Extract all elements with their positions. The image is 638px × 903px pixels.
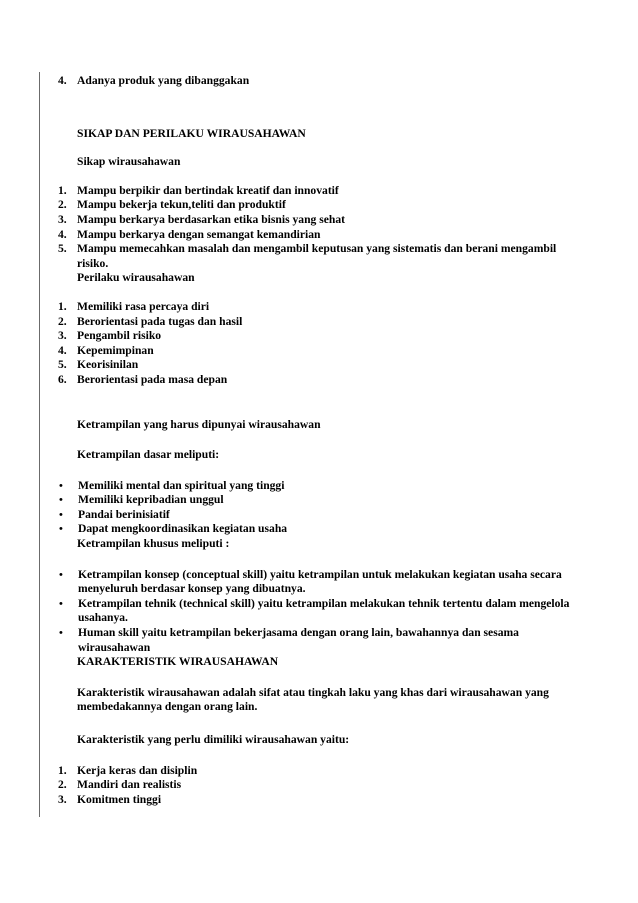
bullet-icon: •	[59, 494, 63, 507]
document-body	[58, 74, 578, 807]
list-number: 1.	[58, 763, 67, 777]
list-item	[58, 358, 578, 373]
bullet-text: Human skill yaitu ketrampilan bekerjasama dengan orang lain, bawahannya dan sesama wirausahawan	[78, 626, 519, 654]
section-title-sikap-perilaku: SIKAP DAN PERILAKU WIRAUSAHAWAN	[77, 126, 306, 140]
bullet-item	[58, 626, 578, 655]
list-number: 2.	[58, 778, 67, 792]
list-item	[58, 300, 578, 315]
bullet-text: Memiliki kepribadian unggul	[78, 493, 224, 507]
perilaku-list	[58, 300, 578, 388]
list-item	[58, 764, 578, 779]
list-text: Mampu berpikir dan bertindak kreatif dan innovatif	[77, 183, 339, 197]
sikap-list	[58, 184, 578, 272]
list-text: Adanya produk yang dibanggakan	[77, 74, 250, 87]
sikap-heading: Sikap wirausahawan	[77, 155, 181, 169]
list-number: 2.	[58, 314, 67, 328]
list-text: Memiliki rasa percaya diri	[77, 299, 210, 313]
list-number: 4.	[58, 227, 67, 241]
list-text: Kepemimpinan	[77, 343, 154, 357]
karakteristik-list	[58, 764, 578, 808]
bullet-icon: •	[59, 508, 63, 521]
ketrampilan-khusus-heading: Ketrampilan khusus meliputi :	[77, 537, 230, 551]
list-text: Berorientasi pada tugas dan hasil	[77, 314, 243, 328]
list-item	[58, 198, 578, 213]
list-text: Mampu bekerja tekun,teliti dan produktif	[77, 198, 286, 212]
bullet-text: Memiliki mental dan spiritual yang tinggi	[78, 478, 285, 492]
list-text: Kerja keras dan disiplin	[77, 763, 198, 777]
bullet-item	[58, 597, 578, 626]
list-number: 5.	[58, 242, 67, 256]
bullet-icon: •	[59, 523, 63, 536]
bullet-item	[58, 568, 578, 597]
list-number: 1.	[58, 183, 67, 197]
list-item	[58, 184, 578, 199]
list-text: Mampu berkarya berdasarkan etika bisnis yang sehat	[77, 212, 345, 226]
bullet-icon: •	[59, 568, 63, 581]
bullet-icon: •	[59, 597, 63, 610]
list-item	[58, 74, 578, 89]
bullet-text: Dapat mengkoordinasikan kegiatan usaha	[78, 522, 288, 536]
list-item	[58, 315, 578, 330]
list-text: Keorisinilan	[77, 358, 139, 372]
list-text: Berorientasi pada masa depan	[77, 372, 228, 386]
bullet-text: Ketrampilan konsep (conceptual skill) yaitu ketrampilan untuk melakukan kegiatan usaha secara menyeluruh berdasar konsep yang dibuatnya.	[78, 567, 562, 596]
ketrampilan-dasar-list	[58, 479, 578, 537]
list-item	[58, 228, 578, 243]
list-number: 2.	[58, 198, 67, 212]
list-item	[58, 213, 578, 228]
bullet-item	[58, 479, 578, 494]
bullet-item	[58, 493, 578, 508]
left-margin-line	[39, 72, 40, 817]
section-title-karakteristik: KARAKTERISTIK WIRAUSAHAWAN	[77, 655, 279, 669]
list-number: 3.	[58, 329, 67, 343]
karakteristik-intro: Karakteristik yang perlu dimiliki wirausahawan yaitu:	[77, 733, 350, 746]
perilaku-heading: Perilaku wirausahawan	[77, 271, 195, 285]
list-number: 5.	[58, 358, 67, 372]
list-item	[58, 373, 578, 388]
bullet-text: Pandai berinisiatif	[78, 507, 170, 521]
list-number: 4.	[58, 343, 67, 357]
list-number: 3.	[58, 212, 67, 226]
bullet-item	[58, 508, 578, 523]
list-text: Pengambil risiko	[77, 329, 162, 343]
list-number: 3.	[58, 792, 67, 806]
list-item	[58, 329, 578, 344]
list-item	[58, 778, 578, 793]
ketrampilan-khusus-list	[58, 568, 578, 656]
ketrampilan-dasar-heading: Ketrampilan dasar meliputi:	[77, 448, 220, 462]
list-text: Mampu berkarya dengan semangat kemandirian	[77, 227, 321, 241]
bullet-text: Ketrampilan tehnik (technical skill) yaitu ketrampilan melakukan tehnik tertentu dalam mengelola usahanya.	[78, 596, 570, 625]
list-text: Komitmen tinggi	[77, 792, 162, 806]
list-item	[58, 793, 578, 808]
list-item	[58, 344, 578, 359]
bullet-icon: •	[59, 479, 63, 492]
list-text: Mandiri dan realistis	[77, 778, 182, 792]
bullet-icon: •	[59, 627, 63, 640]
bullet-item	[58, 522, 578, 537]
list-number: 4.	[58, 74, 67, 87]
list-text: Mampu memecahkan masalah dan mengambil keputusan yang sistematis dan berani mengambil risiko.	[77, 242, 557, 270]
list-number: 1.	[58, 299, 67, 313]
ketrampilan-heading: Ketrampilan yang harus dipunyai wirausahawan	[77, 417, 321, 431]
list-item	[58, 242, 578, 271]
karakteristik-paragraph: Karakteristik wirausahawan adalah sifat atau tingkah laku yang khas dari wirausahawan yang membedakannya dengan orang lain.	[77, 685, 549, 714]
list-number: 6.	[58, 372, 67, 386]
